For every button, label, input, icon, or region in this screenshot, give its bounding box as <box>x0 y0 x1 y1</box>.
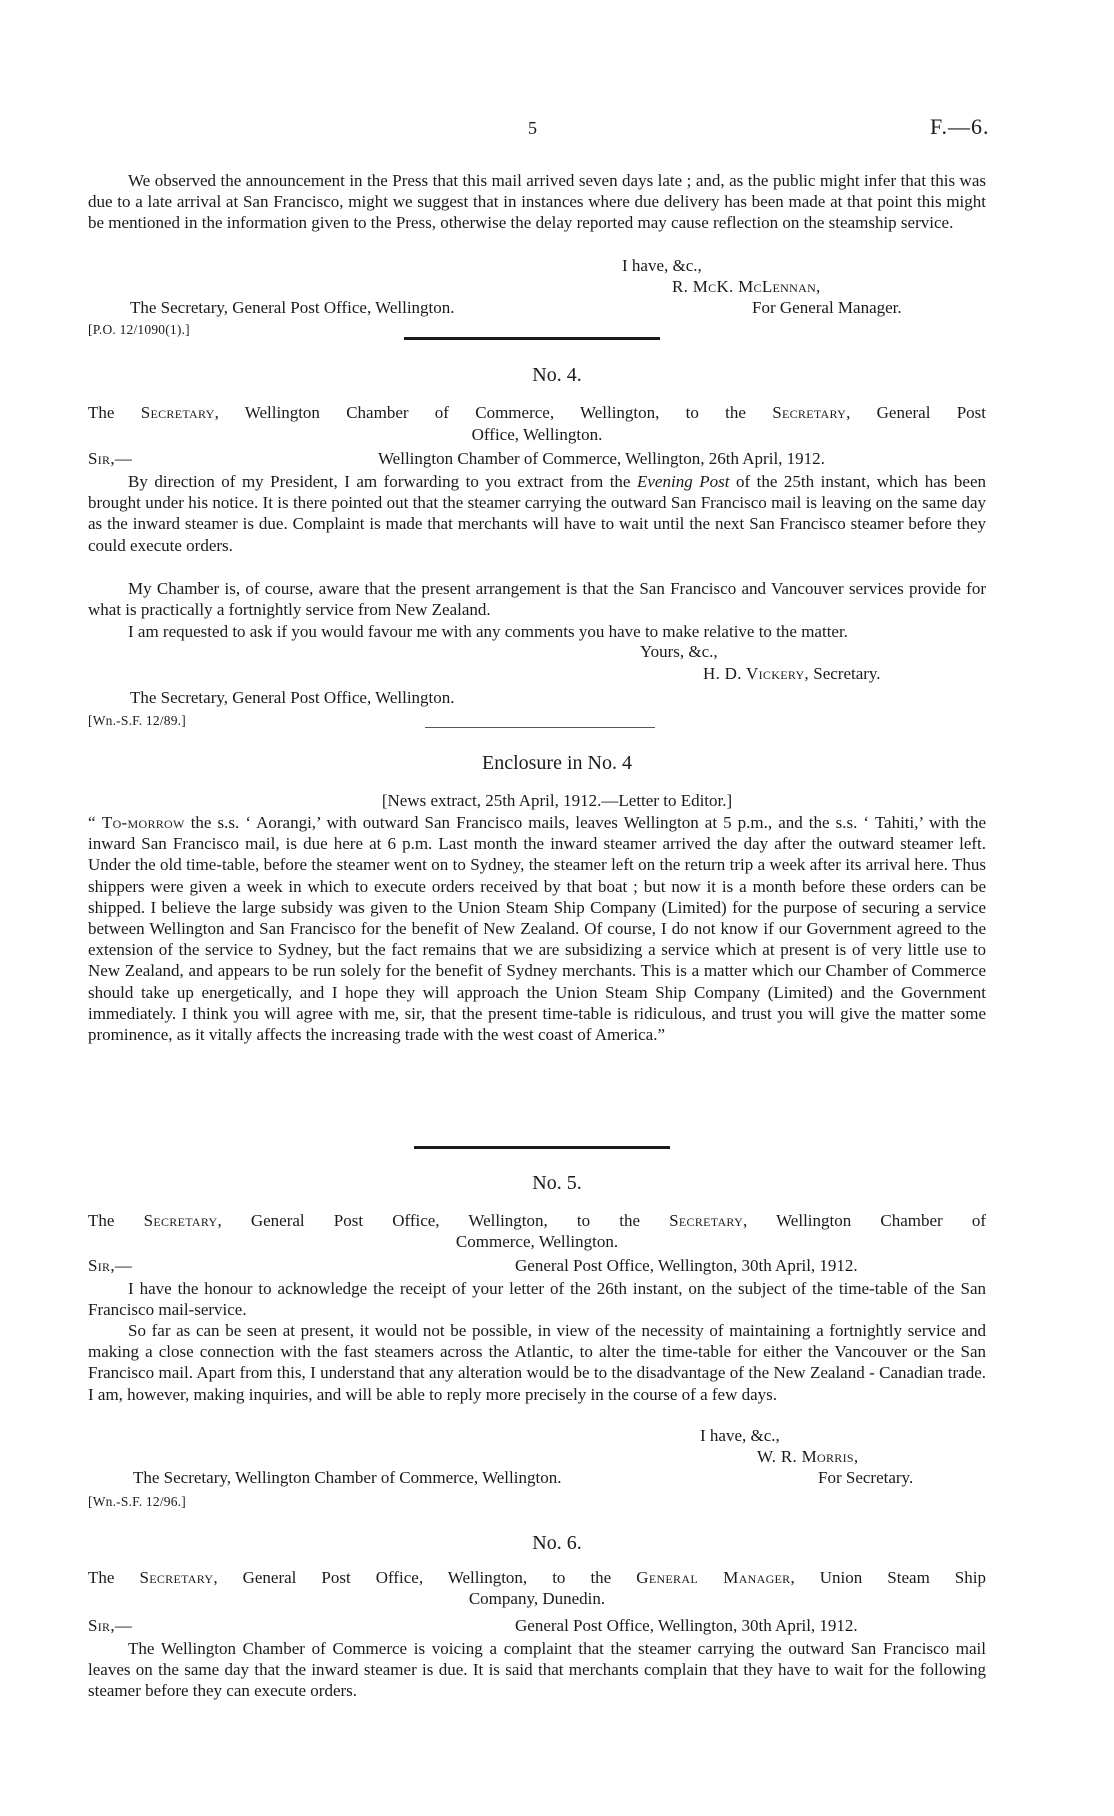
no5-sign-title: For Secretary. <box>818 1468 914 1487</box>
no5-caption: The Secretary, General Post Office, Wellington, to the Secretary, Wellington Chamber of <box>88 1211 986 1230</box>
document-code: F.—6. <box>930 114 990 139</box>
no4-caption-line2: Office, Wellington. <box>471 425 603 444</box>
intro-addressee: The Secretary, General Post Office, Wellington. <box>130 298 455 317</box>
intro-reference: [P.O. 12/1090(1).] <box>88 322 190 337</box>
section-heading-no4: No. 4. <box>532 364 582 386</box>
enclosure-divider <box>425 727 655 728</box>
no5-caption-line2: Commerce, Wellington. <box>455 1232 619 1251</box>
no4-dateline: Wellington Chamber of Commerce, Wellington, 26th April, 1912. <box>378 449 825 468</box>
no4-paragraph-3: I am requested to ask if you would favour me with any comments you have to make relative to the matter. <box>128 622 848 641</box>
section-heading-no6: No. 6. <box>532 1532 582 1554</box>
no4-salutation: Sir,— <box>88 449 133 468</box>
intro-paragraph: We observed the announcement in the Press that this mail arrived seven days late ; and, as the public might infer that this was due to a late arrival at San Francisco, might we suggest that in instances where due delivery has been made at that point this might be mentioned in the information given to the Press, otherwise the delay reported may cause reflection on the steamship service. <box>88 171 986 233</box>
no4-paragraph-1: By direction of my President, I am forwarding to you extract from the Evening Post of the 25th instant, which has been brought under his notice. It is there pointed out that the steamer carrying the outward San Francisco mail is leaving on the same day as the inward steamer is due. Complaint is made that merchants will have to wait until the next San Francisco steamer before they could execute orders. <box>88 472 987 555</box>
page-number: 5 <box>528 118 537 138</box>
no6-paragraph-1: The Wellington Chamber of Commerce is voicing a complaint that the steamer carrying the outward San Francisco mail leaves on the same day that the inward steamer is due. It is said that merchants complain that they have to wait for the following steamer before they can execute orders. <box>88 1639 986 1701</box>
no4-paragraph-2: My Chamber is, of course, aware that the present arrangement is that the San Francisco and Vancouver services provide for what is practically a fortnightly service from New Zealand. <box>88 579 986 620</box>
no5-dateline: General Post Office, Wellington, 30th April, 1912. <box>515 1256 858 1275</box>
no5-paragraph-2: So far as can be seen at present, it would not be possible, in view of the necessity of maintaining a fortnightly service and making a close connection with the fast steamers across the Atlantic, to alter the time-table for either the Vancouver or the San Francisco mail. Apart from this, I understand that any alteration would be to the disadvantage of the New Zealand - Canadian trade. I am, however, making inquiries, and will be able to reply more precisely in the course of a few days. <box>88 1321 986 1404</box>
no4-addressee: The Secretary, General Post Office, Wellington. <box>130 688 455 707</box>
no4-closing: Yours, &c., <box>640 642 718 661</box>
intro-closing: I have, &c., <box>622 256 702 275</box>
no6-salutation: Sir,— <box>88 1616 133 1635</box>
no4-reference: [Wn.-S.F. 12/89.] <box>88 713 186 728</box>
intro-signatory: R. McK. McLennan, <box>672 277 821 296</box>
enclosure-heading: Enclosure in No. 4 <box>482 752 632 774</box>
section-divider <box>404 337 660 340</box>
enclosure-body: “ To-morrow the s.s. ‘ Aorangi,’ with outward San Francisco mails, leaves Wellington at 5 p.m., and the s.s. ‘ Tahiti,’ with the inward San Francisco mail, is due here at 6 p.m. Last month the inward steamer arrived the day after the outward steamer left. Under the old time-table, before the steamer went on to Sydney, the steamer left on the return trip a week after its arrival here. Thus shippers were given a week in which to execute orders received by that boat ; but now it is a month before these orders can be shipped. I believe the large subsidy was given to the Union Steam Ship Company (Limited) for the purpose of securing a service between Wellington and San Francisco for the benefit of New Zealand. Of course, I do not know if our Government agreed to the extension of the service to Sydney, but the fact remains that we are subsidizing a service which at present is of very little use to New Zealand, and appears to be run solely for the benefit of Sydney merchants. This is a matter which our Chamber of Commerce should take up energetically, and I hope they will approach the Union Steam Ship Company (Limited) and the Government immediately. I think you will agree with me, sir, that the present time-table is ridiculous, and trust you will give the matter some prominence, as it vitally affects the increasing trade with the west coast of America.” <box>88 813 986 1045</box>
no5-addressee: The Secretary, Wellington Chamber of Commerce, Wellington. <box>133 1468 562 1487</box>
intro-sign-title: For General Manager. <box>752 298 902 317</box>
no5-paragraph-1: I have the honour to acknowledge the receipt of your letter of the 26th instant, on the subject of the time-table of the San Francisco mail-service. <box>88 1279 986 1320</box>
no4-signature: H. D. Vickery, Secretary. <box>703 664 881 683</box>
no5-closing: I have, &c., <box>700 1426 780 1445</box>
enclosure-subheading: [News extract, 25th April, 1912.—Letter to Editor.] <box>381 791 733 810</box>
section-divider <box>414 1146 670 1149</box>
no6-caption: The Secretary, General Post Office, Wellington, to the General Manager, Union Steam Ship <box>88 1568 986 1587</box>
no5-reference: [Wn.-S.F. 12/96.] <box>88 1494 186 1509</box>
no6-caption-line2: Company, Dunedin. <box>468 1589 606 1608</box>
no5-salutation: Sir,— <box>88 1256 133 1275</box>
no5-signatory: W. R. Morris, <box>757 1447 859 1466</box>
section-heading-no5: No. 5. <box>532 1172 582 1194</box>
no6-dateline: General Post Office, Wellington, 30th April, 1912. <box>515 1616 858 1635</box>
no4-caption: The Secretary, Wellington Chamber of Commerce, Wellington, to the Secretary, General Post <box>88 403 987 422</box>
